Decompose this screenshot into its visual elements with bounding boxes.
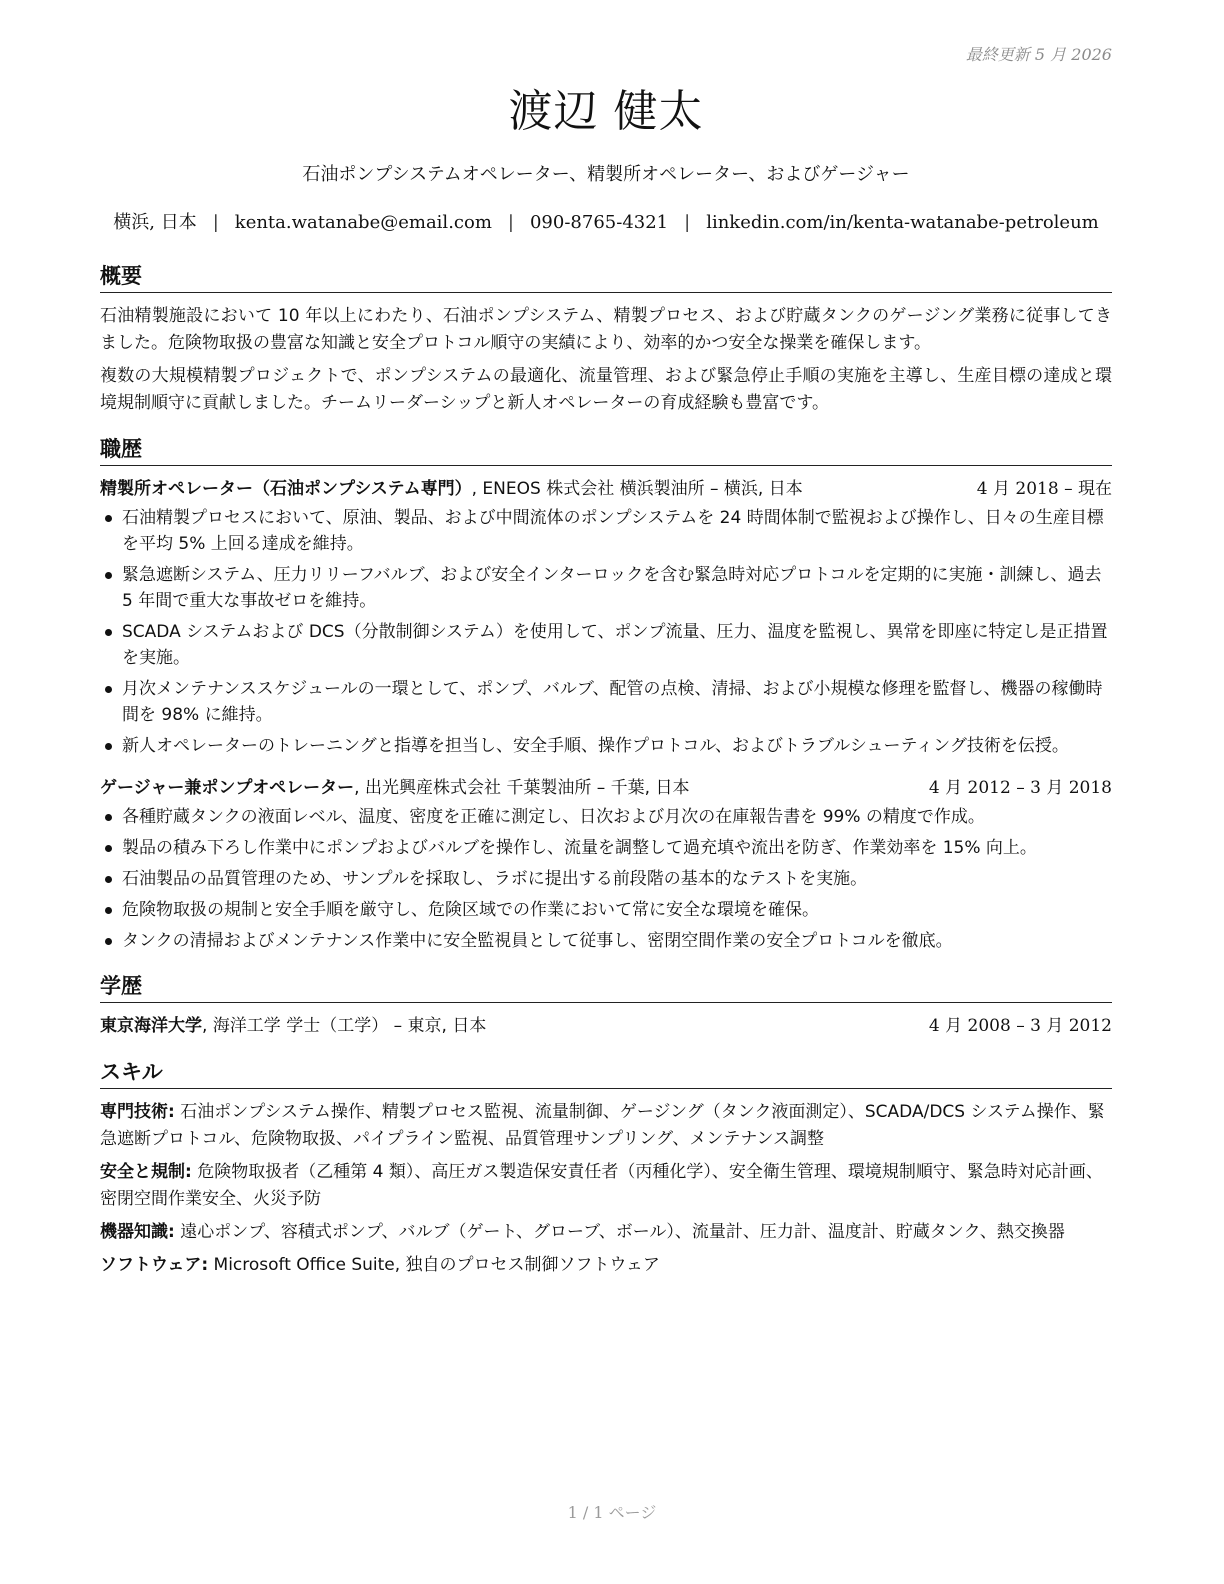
- skill-line: [100, 1099, 1112, 1153]
- education-school: 東京海洋大学: [100, 1016, 202, 1036]
- education-entry: [100, 1013, 1112, 1040]
- job-role: 精製所オペレーター（石油ポンプシステム専門）: [100, 479, 472, 499]
- skill-label: 専門技術:: [100, 1102, 175, 1122]
- section-title-education: 学歴: [100, 972, 1112, 1003]
- contact-linkedin[interactable]: linkedin.com/in/kenta-watanabe-petroleum: [706, 212, 1099, 233]
- job-header: [100, 775, 1112, 802]
- contact-separator: |: [212, 212, 219, 233]
- skill-line: [100, 1159, 1112, 1213]
- skill-label: 機器知識:: [100, 1222, 175, 1242]
- job-entry: [100, 775, 1112, 954]
- section-title-skills: スキル: [100, 1058, 1112, 1089]
- job-dates: 4 月 2012 – 3 月 2018: [928, 778, 1112, 798]
- education-dates: 4 月 2008 – 3 月 2012: [928, 1016, 1112, 1036]
- job-dates: 4 月 2018 – 現在: [976, 479, 1112, 499]
- summary-paragraph: 石油精製施設において 10 年以上にわたり、石油ポンプシステム、精製プロセス、および貯蔵タンクのゲージング業務に従事してきました。危険物取扱の豊富な知識と安全プロトコル順守の実績により、効率的かつ安全な操業を確保します。: [100, 306, 1112, 353]
- job-bullets: [100, 505, 1112, 759]
- contact-line: [100, 210, 1112, 236]
- summary-paragraph: 複数の大規模精製プロジェクトで、ポンプシステムの最適化、流量管理、および緊急停止手順の実施を主導し、生産目標の達成と環境規制順守に貢献しました。チームリーダーシップと新人オペレーターの育成経験も豊富です。: [100, 366, 1112, 413]
- headline: 石油ポンプシステムオペレーター、精製所オペレーター、およびゲージャー: [302, 164, 910, 185]
- education-detail: , 海洋工学 学士（工学） – 東京, 日本: [202, 1016, 487, 1036]
- job-role: ゲージャー兼ポンプオペレーター: [100, 778, 355, 798]
- job-bullet: 石油精製プロセスにおいて、原油、製品、および中間流体のポンプシステムを 24 時間体制で監視および操作し、日々の生産目標を平均 5% 上回る達成を維持。: [122, 505, 1112, 557]
- contact-location: 横浜, 日本: [113, 212, 197, 233]
- skill-line: [100, 1252, 1112, 1279]
- job-bullet: 石油製品の品質管理のため、サンプルを採取し、ラボに提出する前段階の基本的なテストを実施。: [122, 866, 1112, 892]
- skill-text: 危険物取扱者（乙種第 4 類）、高圧ガス製造保安責任者（丙種化学）、安全衛生管理、環境規制順守、緊急時対応計画、密閉空間作業安全、火災予防: [100, 1162, 1103, 1209]
- job-company: , ENEOS 株式会社 横浜製油所 – 横浜, 日本: [471, 479, 803, 499]
- job-bullets: [100, 804, 1112, 954]
- skill-text: Microsoft Office Suite, 独自のプロセス制御ソフトウェア: [208, 1255, 660, 1275]
- contact-separator: |: [507, 212, 514, 233]
- job-company: , 出光興産株式会社 千葉製油所 – 千葉, 日本: [354, 778, 690, 798]
- job-header: [100, 476, 1112, 503]
- skill-line: [100, 1219, 1112, 1246]
- job-bullet: 新人オペレーターのトレーニングと指導を担当し、安全手順、操作プロトコル、およびトラブルシューティング技術を伝授。: [122, 733, 1112, 759]
- job-title-line: [100, 476, 977, 503]
- contact-separator: |: [684, 212, 691, 233]
- job-title-line: [100, 775, 929, 802]
- section-title-experience: 職歴: [100, 435, 1112, 466]
- education-line: [100, 1013, 929, 1040]
- candidate-name: 渡辺 健太: [508, 86, 704, 137]
- skill-label: ソフトウェア:: [100, 1255, 209, 1275]
- job-entry: [100, 476, 1112, 759]
- job-bullet: タンクの清掃およびメンテナンス作業中に安全監視員として従事し、密閉空間作業の安全プロトコルを徹底。: [122, 928, 1112, 954]
- page-number: 1 / 1 ページ: [567, 1503, 657, 1522]
- resume-page: [100, 40, 1112, 1285]
- job-bullet: 危険物取扱の規制と安全手順を厳守し、危険区域での作業において常に安全な環境を確保。: [122, 897, 1112, 923]
- contact-email[interactable]: kenta.watanabe@email.com: [234, 212, 492, 233]
- contact-phone[interactable]: 090-8765-4321: [529, 212, 669, 233]
- skill-text: 遠心ポンプ、容積式ポンプ、バルブ（ゲート、グローブ、ボール）、流量計、圧力計、温度計、貯蔵タンク、熱交換器: [174, 1222, 1065, 1242]
- job-bullet: 各種貯蔵タンクの液面レベル、温度、密度を正確に測定し、日次および月次の在庫報告書を 99% の精度で作成。: [122, 804, 1112, 830]
- section-title-summary: 概要: [100, 262, 1112, 293]
- last-updated: 最終更新 5 月 2026: [965, 45, 1112, 64]
- skill-text: 石油ポンプシステム操作、精製プロセス監視、流量制御、ゲージング（タンク液面測定）、SCADA/DCS システム操作、緊急遮断プロトコル、危険物取扱、パイプライン監視、品質管理サンプリング、メンテナンス調整: [100, 1102, 1105, 1149]
- job-bullet: 製品の積み下ろし作業中にポンプおよびバルブを操作し、流量を調整して過充填や流出を防ぎ、作業効率を 15% 向上。: [122, 835, 1112, 861]
- job-bullet: SCADA システムおよび DCS（分散制御システム）を使用して、ポンプ流量、圧力、温度を監視し、異常を即座に特定し是正措置を実施。: [122, 619, 1112, 671]
- skill-label: 安全と規制:: [100, 1162, 192, 1182]
- job-bullet: 月次メンテナンススケジュールの一環として、ポンプ、バルブ、配管の点検、清掃、および小規模な修理を監督し、機器の稼働時間を 98% に維持。: [122, 676, 1112, 728]
- job-bullet: 緊急遮断システム、圧力リリーフバルブ、および安全インターロックを含む緊急時対応プロトコルを定期的に実施・訓練し、過去 5 年間で重大な事故ゼロを維持。: [122, 562, 1112, 614]
